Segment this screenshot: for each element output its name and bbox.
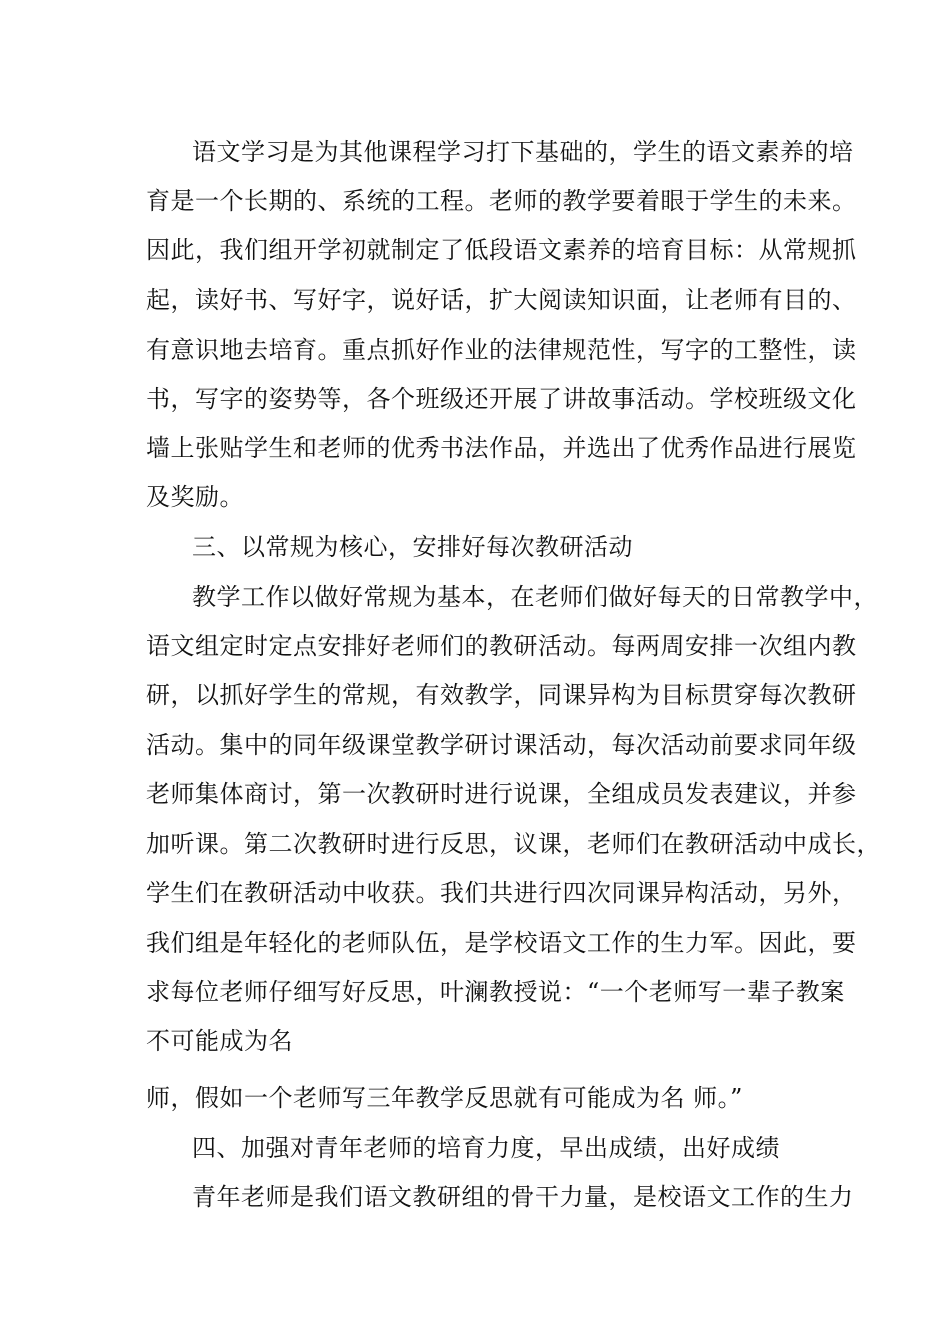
paragraph-line: 老师集体商讨，第一次教研时进行说课，全组成员发表建议，并参 (146, 780, 857, 808)
paragraph-line: 求每位老师仔细写好反思，叶澜教授说：“一个老师写一辈子教案 (146, 978, 845, 1006)
paragraph-line: 语文学习是为其他课程学习打下基础的，学生的语文素养的培 (192, 138, 854, 166)
section-heading-3: 三、以常规为核心，安排好每次教研活动 (192, 533, 633, 561)
paragraph-line: 活动。集中的同年级课堂教学研讨课活动，每次活动前要求同年级 (146, 731, 857, 759)
paragraph-line: 有意识地去培育。重点抓好作业的法律规范性，写字的工整性，读 (146, 336, 857, 364)
paragraph-line: 语文组定时定点安排好老师们的教研活动。每两周安排一次组内教 (146, 632, 857, 660)
paragraph-line: 书，写字的姿势等，各个班级还开展了讲故事活动。学校班级文化 (146, 385, 857, 413)
paragraph-line: 不可能成为名 (146, 1027, 293, 1055)
paragraph-line: 研，以抓好学生的常规，有效教学，同课异构为目标贯穿每次教研 (146, 681, 857, 709)
paragraph-line: 因此，我们组开学初就制定了低段语文素养的培育目标：从常规抓 (146, 236, 857, 264)
paragraph-line: 学生们在教研活动中收获。我们共进行四次同课异构活动，另外， (146, 879, 857, 907)
paragraph-line: 起，读好书、写好字，说好话，扩大阅读知识面，让老师有目的、 (146, 286, 857, 314)
section-heading-4: 四、加强对青年老师的培育力度，早出成绩，出好成绩 (192, 1134, 780, 1162)
paragraph-line: 青年老师是我们语文教研组的骨干力量，是校语文工作的生力 (192, 1183, 854, 1211)
paragraph-line: 师，假如一个老师写三年教学反思就有可能成为名 师。” (146, 1084, 743, 1112)
paragraph-line: 墙上张贴学生和老师的优秀书法作品，并选出了优秀作品进行展览 (146, 434, 857, 462)
paragraph-line: 我们组是年轻化的老师队伍，是学校语文工作的生力军。因此，要 (146, 929, 857, 957)
paragraph-line: 教学工作以做好常规为基本，在老师们做好每天的日常教学中， (192, 583, 878, 611)
paragraph-line: 及奖励。 (146, 483, 244, 511)
paragraph-line: 加听课。第二次教研时进行反思，议课，老师们在教研活动中成长， (146, 830, 881, 858)
paragraph-line: 育是一个长期的、系统的工程。老师的教学要着眼于学生的未来。 (146, 187, 857, 215)
